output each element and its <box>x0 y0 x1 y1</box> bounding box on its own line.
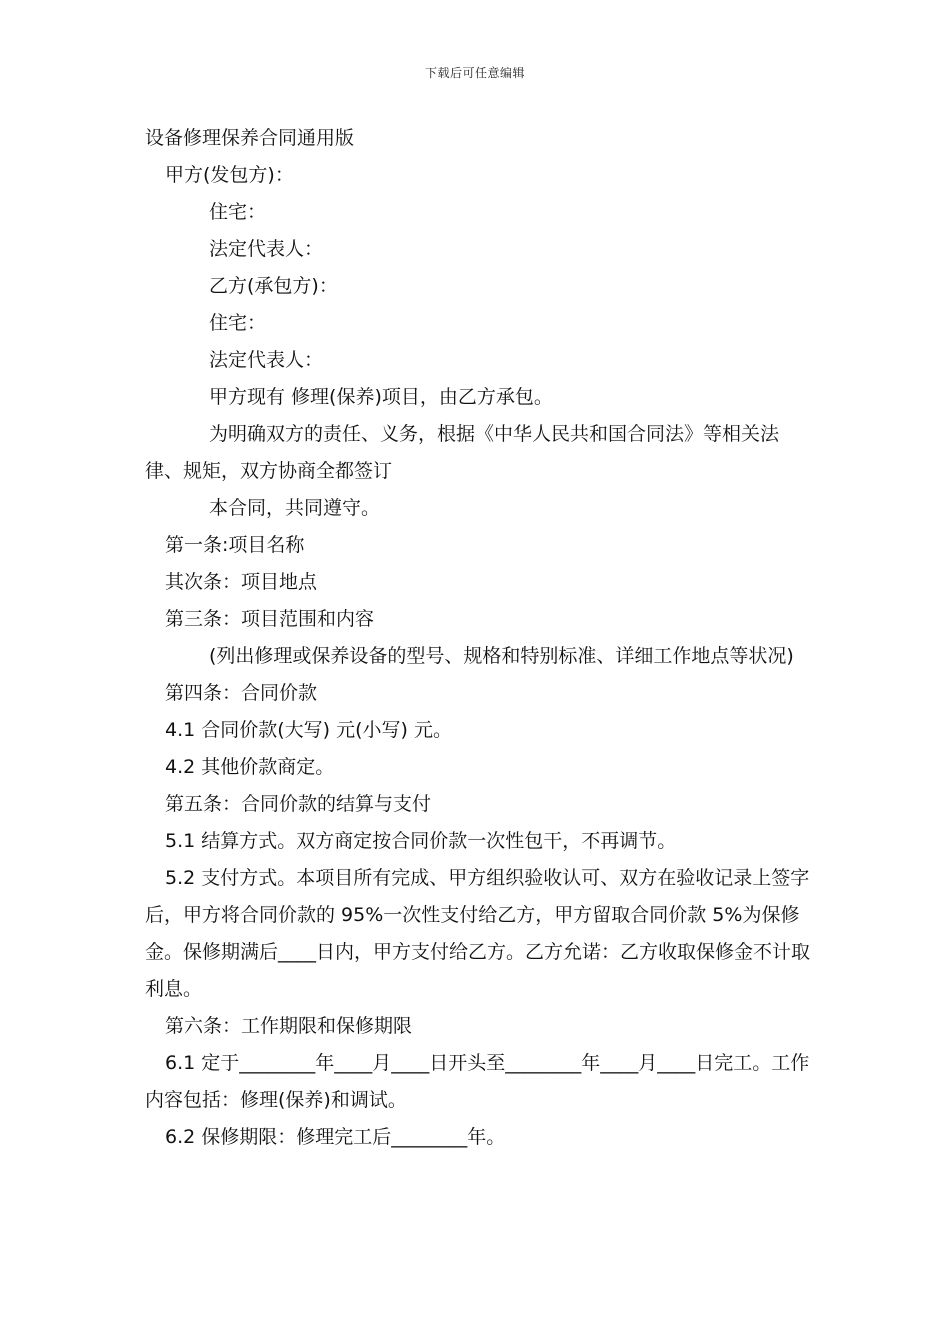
article-5-1: 5.1 结算方式。双方商定按合同价款一次性包干，不再调节。 <box>165 830 677 852</box>
document-title: 设备修理保养合同通用版 <box>145 127 355 149</box>
page-header-note: 下载后可任意编辑 <box>424 66 525 80</box>
intro-paragraph-3: 本合同，共同遵守。 <box>209 497 381 519</box>
article-6-heading: 第六条：工作期限和保修期限 <box>165 1015 413 1037</box>
party-b-label: 乙方(承包方)： <box>209 275 338 297</box>
article-4-2: 4.2 其他价款商定。 <box>165 756 335 778</box>
intro-paragraph-2: 为明确双方的责任、义务，根据《中华人民共和国合同法》等相关法律、规矩，双方协商全都签订 <box>145 423 780 482</box>
document-body <box>145 120 810 1156</box>
article-5-2: 5.2 支付方式。本项目所有完成、甲方组织验收认可、双方在验收记录上签字后，甲方将合同价款的 95%一次性支付给乙方，甲方留取合同价款 5%为保修金。保修期满后____日内，甲方支付给乙方。乙方允诺：乙方收取保修金不计取利息。 <box>145 867 811 1000</box>
article-3-note: (列出修理或保养设备的型号、规格和特别标准、详细工作地点等状况) <box>209 645 794 667</box>
article-4-1: 4.1 合同价款(大写) 元(小写) 元。 <box>165 719 452 741</box>
article-5-heading: 第五条：合同价款的结算与支付 <box>165 793 432 815</box>
party-a-label: 甲方(发包方)： <box>165 164 294 186</box>
party-b-representative: 法定代表人： <box>209 349 324 371</box>
party-a-representative: 法定代表人： <box>209 238 324 260</box>
intro-paragraph-1: 甲方现有 修理(保养)项目，由乙方承包。 <box>209 386 553 408</box>
article-4-heading: 第四条：合同价款 <box>165 682 318 704</box>
article-3-heading: 第三条：项目范围和内容 <box>165 608 375 630</box>
party-a-address: 住宅： <box>209 201 267 223</box>
article-6-1: 6.1 定于________年____月____日开头至________年____月____日完工。工作内容包括：修理(保养)和调试。 <box>145 1052 810 1111</box>
article-1-heading: 第一条:项目名称 <box>165 534 305 556</box>
article-2-heading: 其次条：项目地点 <box>165 571 318 593</box>
article-6-2: 6.2 保修期限：修理完工后________年。 <box>165 1126 506 1148</box>
party-b-address: 住宅： <box>209 312 267 334</box>
